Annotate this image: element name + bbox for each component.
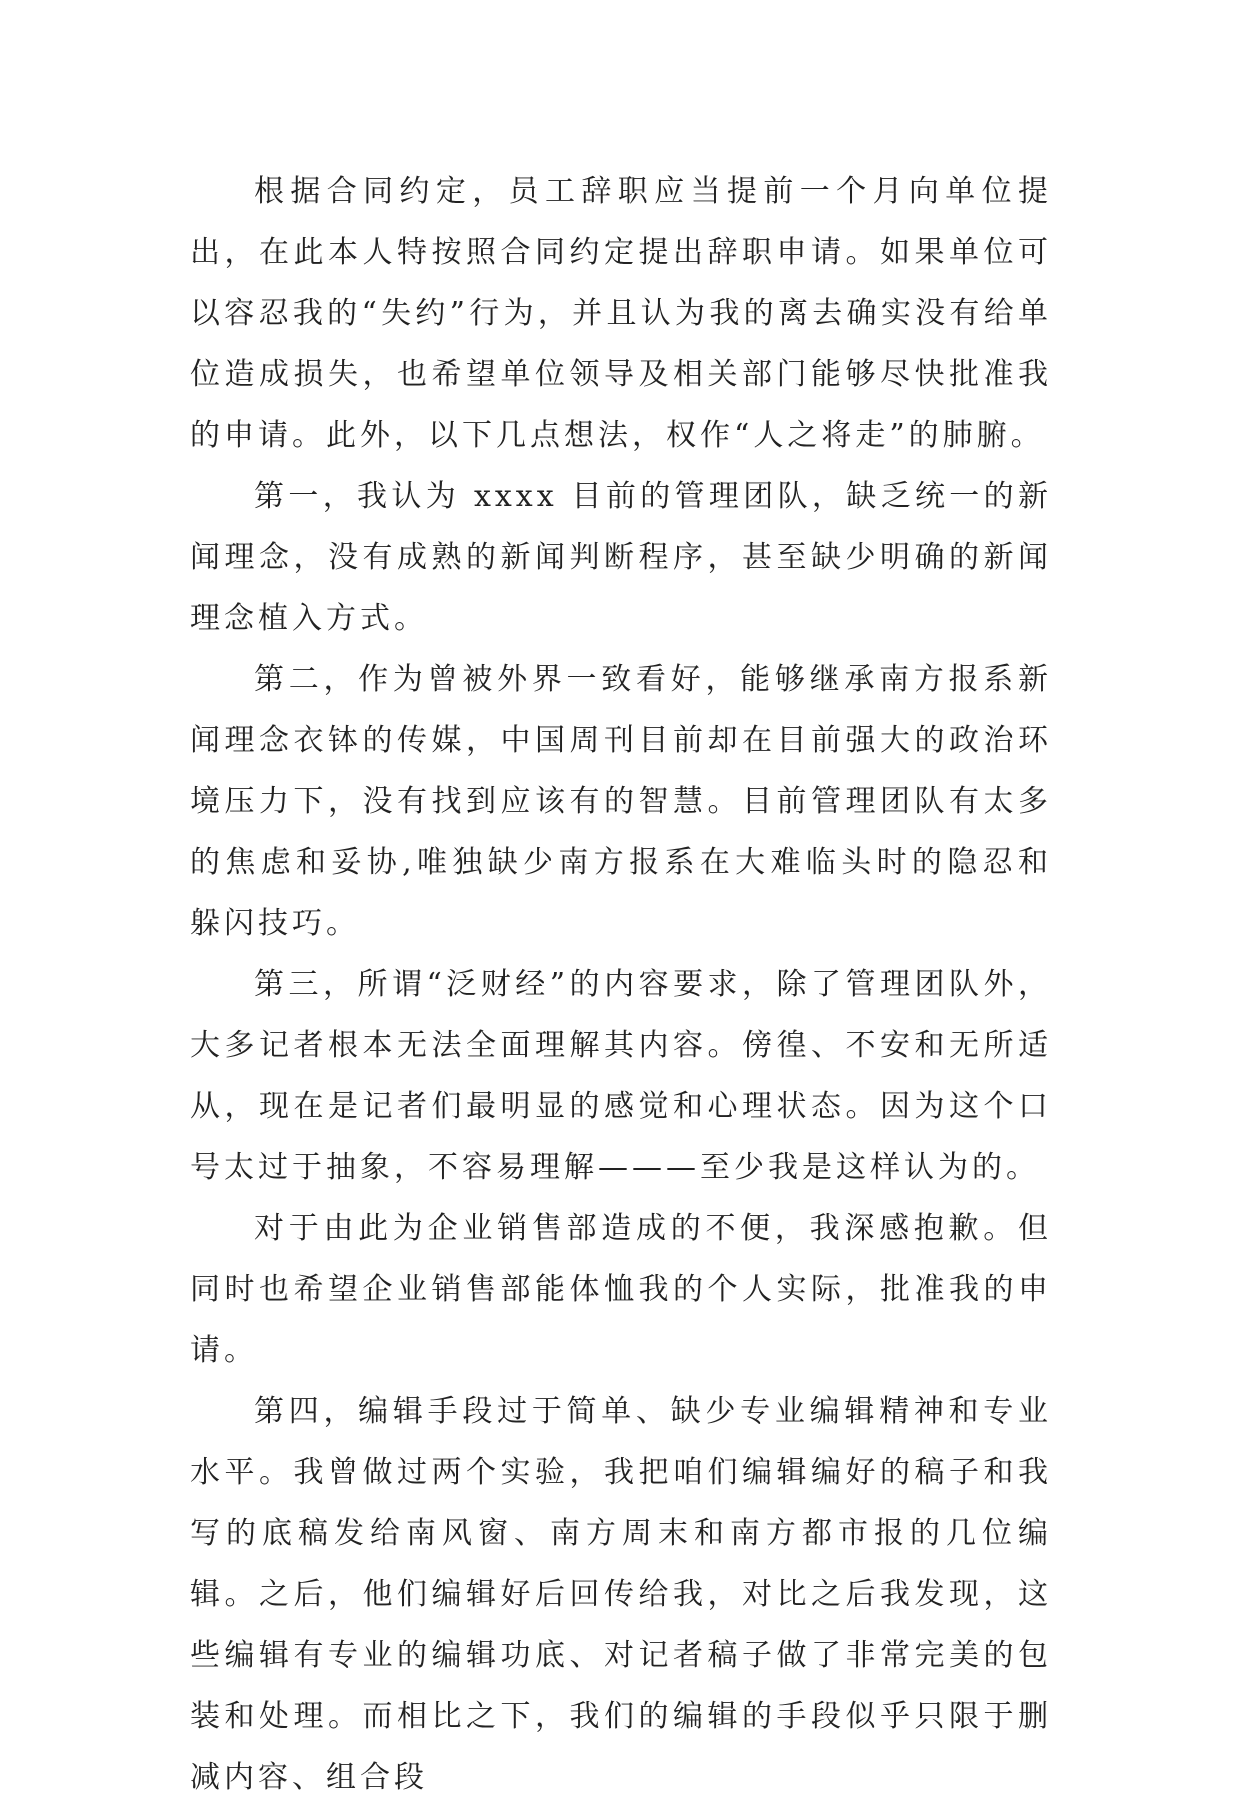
- paragraph-resignation-notice: 根据合同约定，员工辞职应当提前一个月向单位提出，在此本人特按照合同约定提出辞职申请。如果单位可以容忍我的“失约”行为，并且认为我的离去确实没有给单位造成损失，也希望单位领导及相关部门能够尽快批准我的申请。此外，以下几点想法，权作“人之将走”的肺腑。: [190, 174, 1052, 453]
- paragraph-point-one: 第一，我认为 xxxx 目前的管理团队，缺乏统一的新闻理念，没有成熟的新闻判断程序，甚至缺少明确的新闻理念植入方式。: [190, 479, 1052, 636]
- paragraph-point-three: 第三，所谓“泛财经”的内容要求，除了管理团队外，大多记者根本无法全面理解其内容。傍徨、不安和无所适从，现在是记者们最明显的感觉和心理状态。因为这个口号太过于抽象，不容易理解———至少我是这样认为的。: [190, 967, 1052, 1185]
- paragraph-point-four: 第四，编辑手段过于简单、缺少专业编辑精神和专业水平。我曾做过两个实验，我把咱们编辑编好的稿子和我写的底稿发给南风窗、南方周末和南方都市报的几位编辑。之后，他们编辑好后回传给我，对比之后我发现，这些编辑有专业的编辑功底、对记者稿子做了非常完美的包装和处理。而相比之下，我们的编辑的手段似乎只限于删减内容、组合段: [190, 1394, 1052, 1795]
- paragraph-point-two: 第二，作为曾被外界一致看好，能够继承南方报系新闻理念衣钵的传媒，中国周刊目前却在目前强大的政治环境压力下，没有找到应该有的智慧。目前管理团队有太多的焦虑和妥协,唯独缺少南方报系在大难临头时的隐忍和躲闪技巧。: [190, 662, 1052, 941]
- document-body: [190, 161, 1052, 1808]
- paragraph-apology: 对于由此为企业销售部造成的不便，我深感抱歉。但同时也希望企业销售部能体恤我的个人实际，批准我的申请。: [190, 1211, 1052, 1368]
